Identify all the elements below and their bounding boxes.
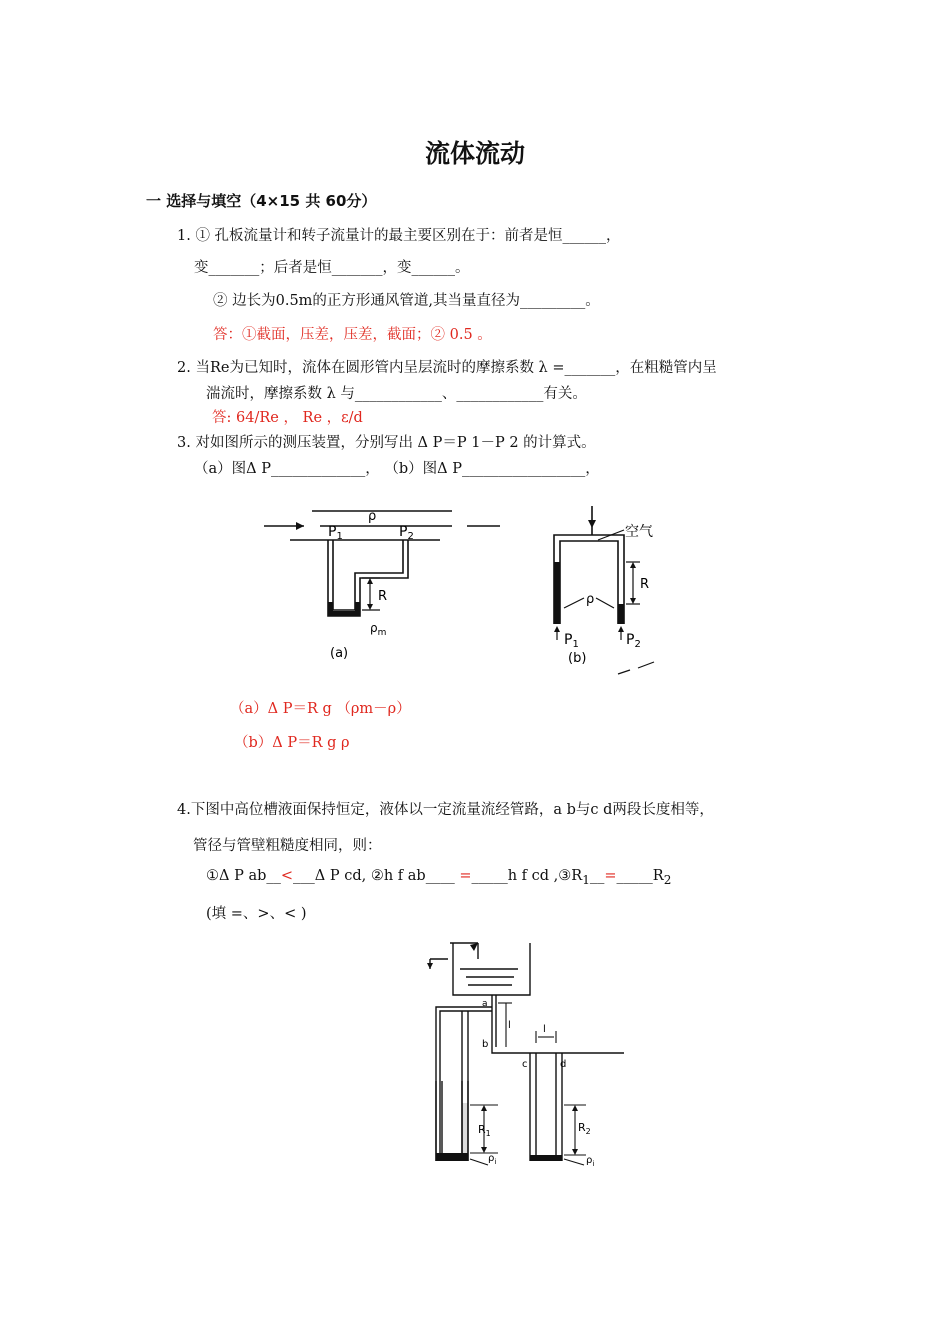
q1-line2: 变_______；后者是恒_______，变______。 [194, 260, 470, 276]
q4-line3-part-b: ___Δ P cd, ②h f ab____ [293, 868, 460, 884]
fig4-rho2-label: $\rho_i$ [586, 1155, 595, 1168]
fig-b-air-label: 空气 [625, 524, 653, 540]
fig-b-caption: (b) [568, 651, 587, 666]
q4-line3-part-c: _____h f cd ,③R [471, 868, 583, 884]
q4-r2-subscript: 2 [663, 872, 672, 887]
q4-line4: (填 =、>、< ) [206, 906, 307, 922]
q4-line3-part-d: __ [589, 868, 605, 884]
q3-answer-b: （b）Δ P＝R g ρ [234, 735, 350, 751]
q4-line2: 管径与管壁粗糙度相同，则： [193, 838, 382, 854]
fig4-rho1-label: $\rho_i$ [488, 1153, 497, 1166]
fig4-r1-label: $R_1$ [478, 1123, 491, 1138]
pipeline-figure [418, 935, 628, 1185]
fig-a-p2-label: $P_2$ [399, 524, 414, 542]
q2-line2: 湍流时，摩擦系数 λ 与____________、____________有关。 [206, 386, 587, 402]
q4-answer-2: = [459, 868, 472, 884]
fig4-point-a: a [482, 999, 488, 1009]
fig4-point-b: b [482, 1039, 489, 1050]
fig-b-r-label: R [640, 577, 650, 592]
q3-line1: 3. 对如图所示的测压装置，分别写出 Δ P＝P 1－P 2 的计算式。 [177, 435, 596, 451]
q4-r1-subscript: 1 [582, 872, 590, 887]
fig4-r2-label: $R_2$ [578, 1121, 591, 1136]
q3-line2: （a）图Δ P_____________， （b）图Δ P_________________， [194, 461, 600, 477]
q2-line1: 2. 当Re为已知时，流体在圆形管内呈层流时的摩擦系数 λ =_______，在粗糙管内呈 [177, 360, 717, 376]
fig4-l-label-2: l [543, 1024, 546, 1035]
fig-a-caption: (a) [330, 646, 349, 661]
fig-a-p1-label: $P_1$ [328, 524, 343, 542]
q1-line3: ② 边长为0.5m的正方形通风管道,其当量直径为_________。 [213, 293, 600, 309]
section-heading: 一 选择与填空（4×15 共 60分） [146, 192, 377, 210]
manometer-figure-b [538, 498, 688, 678]
page-title: 流体流动 [424, 139, 525, 168]
q4-line3 [206, 868, 671, 887]
q3-answer-a: （a）Δ P＝R g （ρm－ρ） [230, 701, 411, 717]
q4-line3-part-e: _____R [616, 868, 664, 884]
fig4-point-c: c [522, 1059, 528, 1070]
fig4-point-d: d [560, 1059, 567, 1070]
fig-a-r-label: R [378, 589, 388, 604]
fig-b-p1-label: $P_1$ [564, 632, 579, 650]
manometer-figure-a [262, 498, 502, 664]
q4-answer-3: = [604, 868, 617, 884]
q1-line1: 1. ① 孔板流量计和转子流量计的最主要区别在于：前者是恒______， [177, 228, 621, 244]
q4-line1: 4.下图中高位槽液面保持恒定，液体以一定流量流经管路，a b与c d两段长度相等， [177, 802, 714, 818]
fig-b-rho-label: ρ [586, 592, 595, 607]
q4-answer-1: < [280, 868, 294, 884]
q2-answer: 答: 64/Re ， Re ，ε/d [212, 410, 363, 426]
q4-line3-part-a: ①Δ P ab__ [206, 868, 281, 884]
fig-b-p2-label: $P_2$ [626, 632, 641, 650]
q1-answer: 答：①截面，压差，压差，截面；② 0.5 。 [213, 327, 492, 343]
fig-a-rhom-label: $\rho_m$ [370, 621, 387, 638]
fig4-l-label-1: l [508, 1020, 511, 1031]
fig-a-rho-label: ρ [368, 509, 377, 524]
